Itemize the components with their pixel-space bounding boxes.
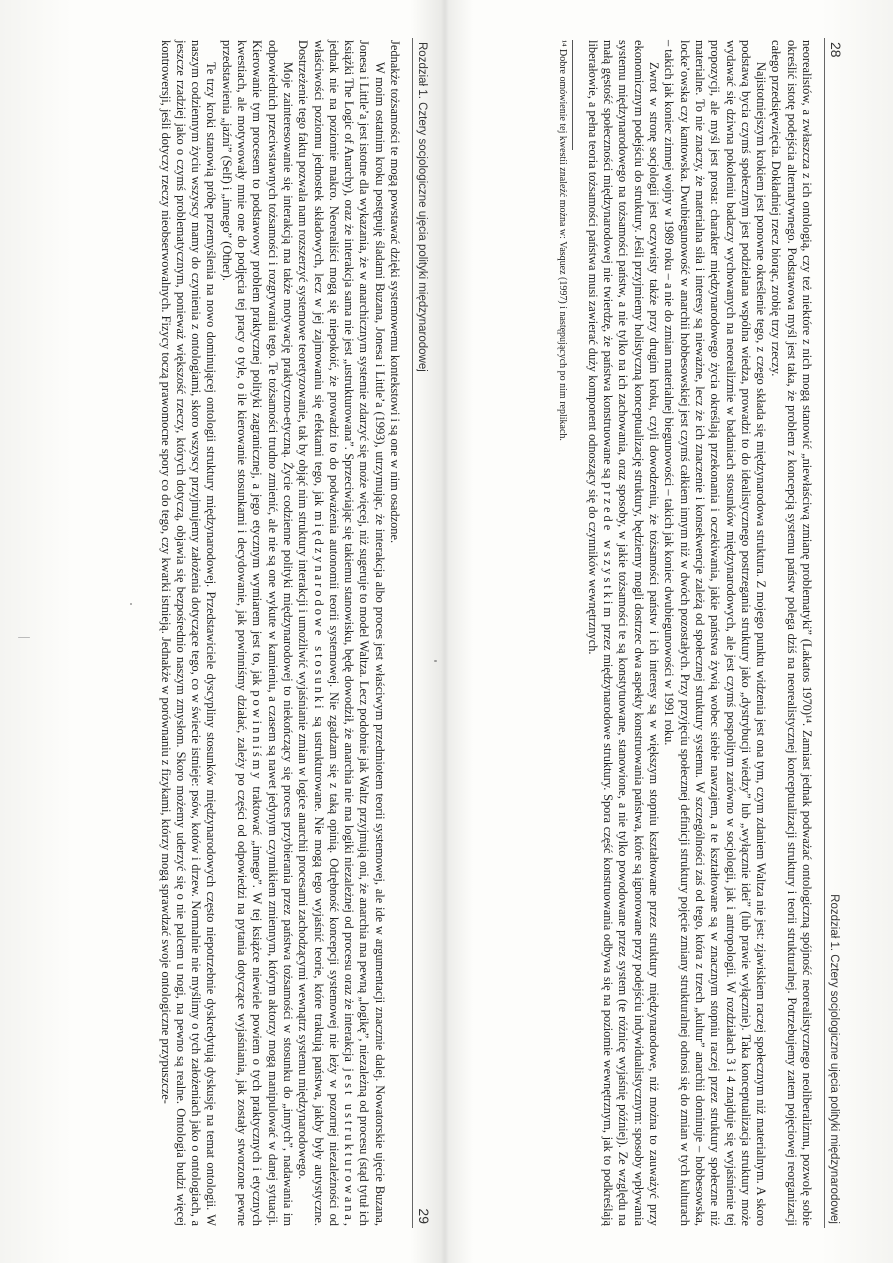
- right-paragraph-4: Te trzy kroki stanowią próbę przemyślenia na nowo dominującej ontologii struktury międzynarodowej. Przedstawiciele dyscypliny stosunków międzynarodowych często niepotrzebnie dyskredytują dyskusję na temat ontologii. W naszym codziennym życiu wszyscy mamy do czynienia z ontologiami, skoro wszyscy przyjmujemy założenia dotyczące tego, co w świecie istnieje: psów, kotów i drzew. Normalnie nie myślimy o tych założeniach jako o ontologiach, a jeszcze rzadziej jako o czymś problematycznym, ponieważ większość rzeczy, których dotyczą, objawia się bezpośrednio naszym zmysłom. Skoro możemy uderzyć się o nie palcem u nogi, na pewno są realne. Ontologia budzi więcej kontrowersji, jeśli dotyczy rzeczy nieobserwowalnych. Fizycy toczą prawomocne spory co do tego, czy kwarki istnieją. Jednakże w porównaniu z fizykami, którzy mogą sprawdzać swoje ontologiczne przypuszcze-: [158, 40, 219, 1226]
- right-chapter-title: Rozdział 1. Cztery socjologiczne ujęcia polityki międzynarodowej: [416, 42, 428, 372]
- footnote-rule: [572, 40, 573, 150]
- spaced-emphasis: jest ustrukturowana: [342, 1061, 357, 1223]
- left-paragraph-3: Zwrot w stronę socjologii jest oczywisty także przy drugim kroku, czyli dowodzeniu, że tożsamości państw i ich interesy są w większym stopniu kształtowane przez struktury międzynarodowe, niż można to zauważyć przy ekonomicznym podejściu do struktury. Jeśli przyjmiemy holistyczną konceptualizację struktury, będziemy mogli dostrzec dwa aspekty konstruowania państwa, które są ignorowane przy podejściu indywidualistycznym: sposoby wpływania systemu międzynarodowego na tożsamości państw, a nie tylko na ich zachowania, oraz sposoby, w jakie tożsamości te są konstytuowane, stanowione, a nie tylko powodowane przez system (te różnicę wyjaśnię później). Ze względu na małą gęstość społeczności międzynarodowej nie twierdzę, że państwa konstruowane są przede wszystkim przez międzynarodowe struktury. Spora część konstruowania odbywa się na poziomie wewnętrznym, jak to podkreślają liberałowie, a pełna teoria tożsamości państwa musi zawierać duży komponent odnoszący się do czynników wewnętrznych.: [585, 40, 662, 1226]
- right-paragraph-2: W moim ostatnim kroku postępuję śladami Buzana, Jonesa i Little’a (1993), utrzymując, że interakcja albo proces jest właściwym przedmiotem teorii systemowej, ale ide w argumentacji znacznie dalej. Nowatorskie ujęcie Buzana, Jonesa i Little’a jest istotne dla wykazania, że w anarchicznym systemie zdarzyć się może więcej, niż sugeruje to model Waltza. Lecz podobnie jak Waltz przyjmują oni, że anarchia ma pewną „logikę”, niezależną od procesu (stąd tytuł ich książki The Logic of Anarchy), oraz że interakcja sama nie jest „ustrukturowana”. Sprzeciwiając się takiemu stanowisku, będę dowodził, że anarchia nie ma logiki niezależnej od procesu oraz że interakcja jest ustrukturowana, jednak nie na poziomie makro. Neorealiści mogą się niepokoić, że prowadzi to do podważenia autonomii teorii systemowej. Nie zgadzam się z taką opinią. Odrębność koncepcji systemowej nie leży w pozornej niezależności od właściwości poziomu jednostek składowych, lecz w jej zajmowaniu się efektami tego, jak międzynarodowe stosunki są ustrukturowane. Nie mogą tego wyjaśnić teorie, które traktują państwa, jakby były autystyczne. Dostrzeżenie tego faktu pozwala nam rozszerzyć systemowe teoretyzowanie, tak by objąć nim struktury interakcji i umożliwić wyjaśnianie zmian w logice anarchii procesami zachodzącymi wewnątrz systemu międzynarodowego.: [296, 40, 387, 1227]
- left-page-number: 28: [828, 42, 844, 58]
- scan-speck: [18, 637, 30, 638]
- left-paragraph-2: Najistotniejszym krokiem jest ponowne określenie tego, z czego składa się międzynarodowa struktura. Z mojego punktu widzenia jest ona tym, czym zdaniem Waltza nie jest: zjawiskiem raczej społecznym niż materialnym. A skoro podstawą bycia czymś społecznym jest podzielana wspólna wiedza, prowadzi to do idealistycznego postrzegania struktury jako „dystrybucji wiedzy” lub „wyłącznie idei” (lub prawie wyłącznie). Taka konceptualizacja struktury może wydawać się dziwna pokoleniu badaczy wychowanych na neorealizmie w badaniach stosunków międzynarodowych, ale jest czymś pospolitym zarówno w socjologii, jak i antropologii. W rozdziałach 3 i 4 znajduje się wyjaśnienie tej propozycji, ale myśl jest prosta: charakter międzynarodowego życia określają przekonania i oczekiwania, jakie państwa żywią wobec siebie nawzajem, a te kształtowane są w znacznym stopniu raczej przez struktury społeczne niż materialne. To nie znaczy, że materialna siła i interesy są nieważne, lecz że ich znaczenie i konsekwencje zależą od społecznej struktury systemu. W szczególności zaś od tego, która z trzech „kultur” anarchii dominuje – hobbesowska, locke’owska czy kantowska. Dwubiegunowość w anarchii hobbesowskiej jest czymś całkiem innym niż w dwóch pozostałych. Przy przyjęciu społecznej definicji struktury pojęcie zmiany strukturalnej odnosi się do zmian w tych kulturach – takich jak koniec zimnej wojny w 1989 roku – a nie do zmian materialnej biegunowości – takich jak koniec dwubiegunowości w 1991 roku.: [662, 40, 769, 1226]
- left-running-head: [824, 38, 844, 1228]
- scan-speck: [130, 603, 132, 605]
- footnote-14: ¹⁴ Dobre omówienie tej kwestii znaleźć można w: Vasquez (1997) i następujących po nim replikach.: [556, 40, 568, 441]
- scan-speck: [434, 660, 437, 662]
- right-running-head: [412, 38, 432, 1228]
- left-body-text: [585, 38, 814, 1228]
- left-page: [450, 38, 850, 1228]
- book-gutter: [441, 0, 449, 1263]
- spaced-emphasis: powinniśmy: [250, 690, 265, 782]
- right-body-text: [157, 38, 402, 1228]
- spaced-emphasis: międzynarodowe stosunki: [311, 511, 326, 712]
- left-chapter-title: Rozdział 1. Cztery socjologiczne ujęcia polityki międzynarodowej: [828, 894, 840, 1224]
- right-paragraph-1: Jednakże tożsamości te mogą powstawać dzięki systemowemu kontekstowi i są one w nim osadzone.: [388, 40, 402, 544]
- spaced-emphasis: przede wszystkim: [601, 482, 616, 620]
- left-paragraph-1: neorealistów, a zwłaszcza z ich ontologią, czy też niektóre z nich mogą stanowić „niewłaściwą zmianę problematyki” (Lakatos 1970)¹⁴. Zamiast jednak podważać ontologiczną spójność neorealistycznego neoliberalizmu, pozwolę sobie określić istotę podejścia alternatywnego. Podstawowa myśl jest taka, że problem z koncepcją systemu państw polega dziś na neorealistycznej konceptualizacji struktury i teorii strukturalnej. Potrzebujemy zatem pojęciowej reorganizacji całego przedsięwzięcia. Dokładniej rzecz biorąc, zrobię trzy rzeczy.: [769, 40, 814, 1226]
- right-paragraph-3: Moje zainteresowanie się interakcją ma także motywację praktyczno-etyczną. Życie codzienne polityki międzynarodowej to niekończący się proces przybierania przez państwa tożsamości w stosunku do „innych”, nadawania im odpowiednich przeciwstawnych tożsamości i rozgrywania tego. Te tożsamości trudno zmienić, ale nie są one wykute w kamieniu, a czasem są nawet jedynym czynnikiem zmiennym, którym aktorzy mogą manipulować w danej sytuacji. Kierowanie tym procesem to podstawowy problem praktycznej polityki zagranicznej, a jego etycznym wymiarem jest to, jak powinniśmy traktować „innego”. W tej książce niewiele powiem o tych praktycznych i etycznych kwestiach, ale motywowały mnie one do podjęcia tej pracy o tyle, o ile kierowanie stosunkami i decydowanie, jak powinniśmy działać, zależy po części od odpowiedzi na pytania dotyczące wyjaśniania, jak zostały stworzone pewne przedstawienia „jaźni” (Self) i „innego” (Other).: [219, 40, 295, 1226]
- right-page-number: 29: [416, 1208, 432, 1224]
- right-page: [38, 38, 438, 1228]
